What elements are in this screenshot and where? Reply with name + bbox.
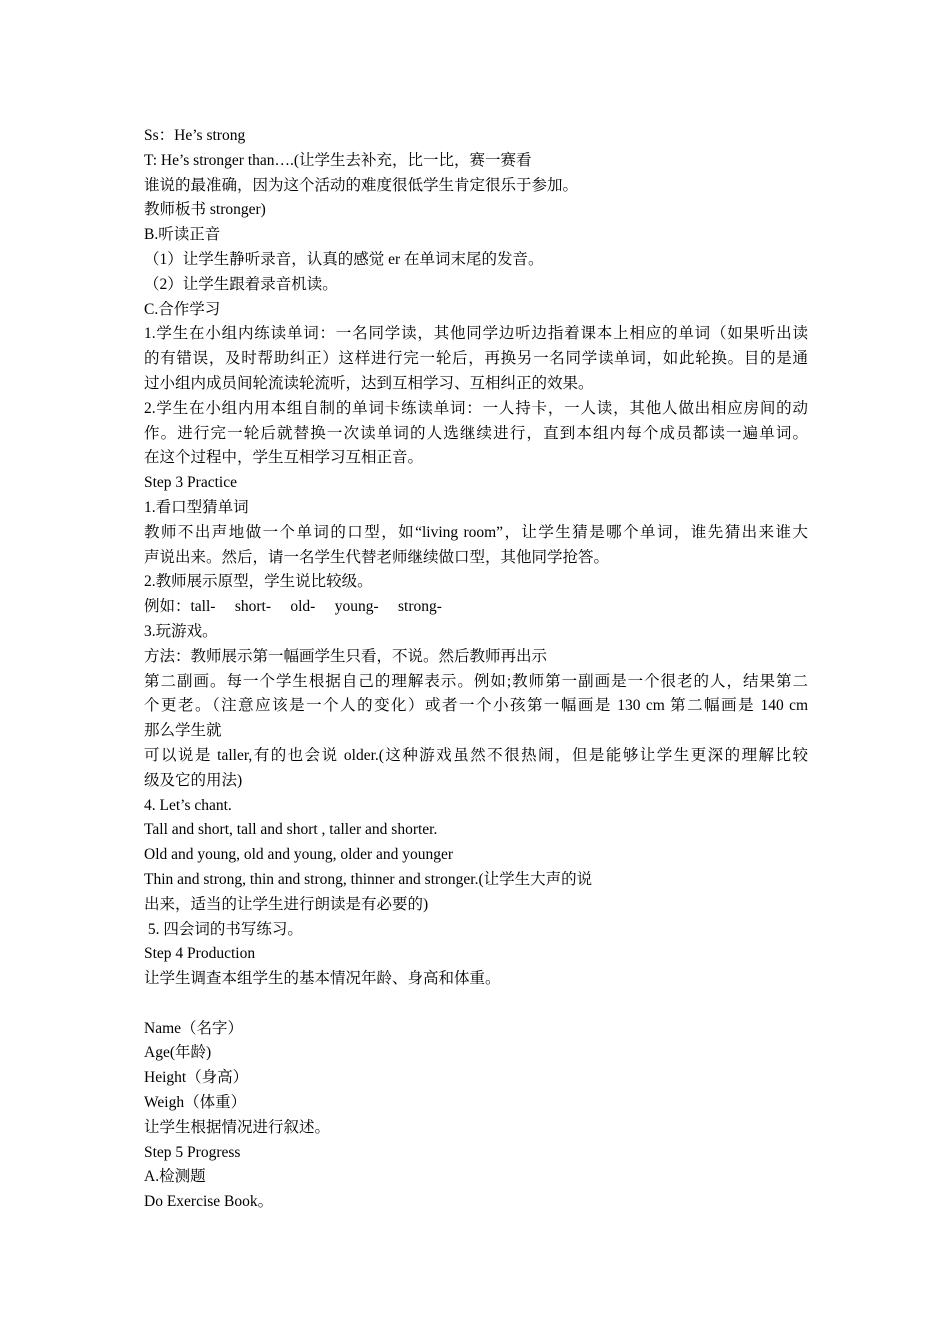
text-line: 在这个过程中，学生互相学习互相正音。: [144, 449, 424, 467]
text-line: 教师不出声地做一个单词的口型，如“living room”，让学生猜是哪个单词，谁先猜出来谁大: [144, 523, 808, 541]
text-line: 1.学生在小组内练读单词：一名同学读，其他同学边听边指着课本上相应的单词（如果听出读: [144, 325, 808, 343]
blank-line: [144, 992, 808, 1017]
text-line: Step 3 Practice: [144, 474, 237, 492]
text-line: 让学生根据情况进行叙述。: [144, 1118, 331, 1136]
text-line: Do Exercise Book。: [144, 1193, 274, 1211]
text-line: A.检测题: [144, 1168, 206, 1186]
text-line: 4. Let’s chant.: [144, 796, 232, 814]
text-line: 例如：tall- short- old- young- strong-: [144, 598, 442, 616]
text-line: 谁说的最准确，因为这个活动的难度很低学生肯定很乐于参加。: [144, 176, 579, 194]
text-line: 级及它的用法): [144, 771, 243, 789]
text-line: 2.学生在小组内用本组自制的单词卡练读单词：一人持卡，一人读，其他人做出相应房间的动: [144, 399, 808, 417]
text-line: B.听读正音: [144, 226, 221, 244]
text-line: 方法：教师展示第一幅画学生只看，不说。然后教师再出示: [144, 647, 548, 665]
text-line: 第二副画。每一个学生根据自己的理解表示。例如;教师第一副画是一个很老的人，结果第二: [144, 672, 808, 690]
text-line: 作。进行完一轮后就替换一次读单词的人选继续进行，直到本组内每个成员都读一遍单词。: [144, 424, 808, 442]
document-body: [144, 124, 808, 1215]
text-line: 教师板书 stronger): [144, 201, 266, 219]
text-line: Step 4 Production: [144, 945, 256, 963]
text-line: 3.玩游戏。: [144, 622, 218, 640]
text-line: （2）让学生跟着录音机读。: [144, 275, 338, 293]
text-line: Height（身高）: [144, 1069, 249, 1087]
text-line: 1.看口型猜单词: [144, 498, 249, 516]
text-line: 过小组内成员间轮流读轮流听，达到互相学习、互相纠正的效果。: [144, 374, 594, 392]
text-line: （1）让学生静听录音，认真的感觉 er 在单词末尾的发音。: [144, 250, 544, 268]
text-line: Old and young, old and young, older and younger: [144, 846, 454, 864]
text-line: Thin and strong, thin and strong, thinner and stronger.(让学生大声的说: [144, 870, 593, 888]
text-line: Tall and short, tall and short , taller and shorter.: [144, 821, 438, 839]
text-line: 那么学生就: [144, 722, 222, 740]
text-line: 可以说是 taller,有的也会说 older.(这种游戏虽然不很热闹，但是能够让学生更深的理解比较: [144, 746, 808, 764]
text-line: 2.教师展示原型，学生说比较级。: [144, 573, 373, 591]
text-line: 声说出来。然后，请一名学生代替老师继续做口型，其他同学抢答。: [144, 548, 610, 566]
text-line: Ss：He’s strong: [144, 127, 246, 144]
text-line: T: He’s stronger than….(让学生去补充，比一比，赛一赛看: [144, 151, 532, 169]
text-line: 5. 四会词的书写练习。: [144, 920, 303, 938]
text-line: C.合作学习: [144, 300, 221, 318]
text-line: 的有错误，及时帮助纠正）这样进行完一轮后，再换另一名同学读单词，如此轮换。目的是通: [144, 350, 808, 368]
text-line: 个更老。（注意应该是一个人的变化）或者一个小孩第一幅画是 130 cm 第二幅画是 140 cm: [144, 697, 808, 715]
text-line: Name（名字）: [144, 1019, 244, 1037]
text-line: 出来，适当的让学生进行朗读是有必要的): [144, 895, 429, 913]
text-line: 让学生调查本组学生的基本情况年龄、身高和体重。: [144, 970, 501, 988]
text-line: Age(年龄): [144, 1044, 212, 1062]
text-line: Weigh（体重）: [144, 1094, 247, 1112]
text-line: Step 5 Progress: [144, 1143, 241, 1161]
